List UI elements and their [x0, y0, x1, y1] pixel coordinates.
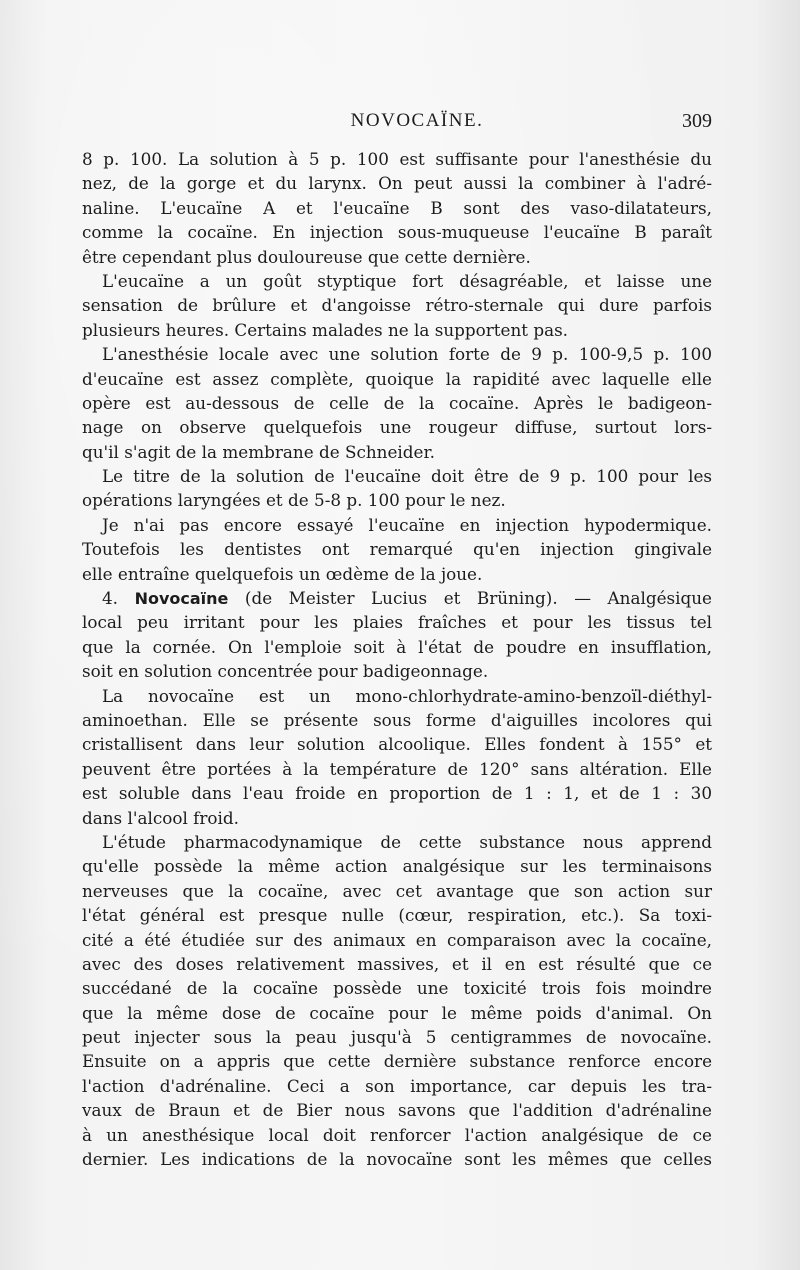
text-line: nerveuses que la cocaïne, avec cet avantage que son action sur: [82, 880, 712, 901]
text-line: comme la cocaïne. En injection sous-muqueuse l'eucaïne B paraît: [82, 222, 712, 243]
text-line: avec des doses relativement massives, et il en est résulté que ce: [82, 953, 712, 974]
running-title: NOVOCAÏNE.: [350, 110, 484, 131]
text-line: L'étude pharmacodynamique de cette substance nous apprend: [102, 831, 712, 852]
text-line: dans l'alcool froid.: [82, 807, 239, 828]
text-line: aminoethan. Elle se présente sous forme d'aiguilles incolores qui: [82, 709, 712, 730]
text-line: être cependant plus douloureuse que cette dernière.: [82, 246, 531, 267]
text-line: à un anesthésique local doit renforcer l'action analgésique de ce: [82, 1124, 712, 1145]
text-line: succédané de la cocaïne possède une toxicité trois fois moindre: [82, 978, 712, 999]
text-line: nage on observe quelquefois une rougeur diffuse, surtout lors-: [82, 417, 712, 438]
text-line: plusieurs heures. Certains malades ne la supportent pas.: [82, 319, 569, 340]
text-line: que la cornée. On l'emploie soit à l'état de poudre en insufflation,: [82, 636, 712, 657]
text-line: 8 p. 100. La solution à 5 p. 100 est suffisante pour l'anesthésie du: [82, 149, 712, 169]
text-line: qu'elle possède la même action analgésique sur les terminaisons: [82, 856, 712, 877]
text-line: l'état général est presque nulle (cœur, respiration, etc.). Sa toxi-: [82, 905, 712, 926]
text-line: est soluble dans l'eau froide en proportion de 1 : 1, et de 1 : 30: [82, 783, 712, 804]
body-text: [82, 147, 712, 1171]
text-line: Je n'ai pas encore essayé l'eucaïne en injection hypodermique.: [102, 514, 712, 535]
text-line: peuvent être portées à la température de 120° sans altération. Elle: [82, 758, 712, 779]
text-line: d'eucaïne est assez complète, quoique la rapidité avec laquelle elle: [82, 368, 712, 389]
text-line: nez, de la gorge et du larynx. On peut aussi la combiner à l'adré-: [82, 173, 712, 194]
section-number: 4.: [102, 588, 135, 609]
text-line: [82, 586, 712, 610]
text-line: local peu irritant pour les plaies fraîches et pour les tissus tel: [82, 612, 712, 633]
text-line: L'anesthésie locale avec une solution forte de 9 p. 100-9,5 p. 100: [102, 344, 712, 365]
text-line: opérations laryngées et de 5-8 p. 100 pour le nez.: [82, 490, 506, 511]
text-line: L'eucaïne a un goût styptique fort désagréable, et laisse une: [102, 270, 712, 291]
section-rest: (de Meister Lucius et Brüning). — Analgésique: [228, 588, 712, 609]
text-line: cristallisent dans leur solution alcoolique. Elles fondent à 155° et: [82, 734, 712, 755]
page-header: [82, 110, 712, 140]
text-line: elle entraîne quelquefois un œdème de la joue.: [82, 563, 483, 584]
text-line: naline. L'eucaïne A et l'eucaïne B sont des vaso-dilatateurs,: [82, 197, 712, 218]
text-line: opère est au-dessous de celle de la cocaïne. Après le badigeon-: [82, 392, 712, 413]
text-line: que la même dose de cocaïne pour le même poids d'animal. On: [82, 1002, 712, 1023]
text-line: sensation de brûlure et d'angoisse rétro-sternale qui dure parfois: [82, 295, 712, 316]
text-line: vaux de Braun et de Bier nous savons que l'addition d'adrénaline: [82, 1100, 712, 1121]
page-number: 309: [682, 110, 712, 132]
text-line: l'action d'adrénaline. Ceci a son importance, car depuis les tra-: [82, 1075, 712, 1096]
text-line: La novocaïne est un mono-chlorhydrate-amino-benzoïl-diéthyl-: [102, 685, 712, 706]
section-term: Novocaïne: [134, 589, 229, 609]
text-line: Ensuite on a appris que cette dernière substance renforce encore: [82, 1051, 712, 1072]
text-line: Le titre de la solution de l'eucaïne doit être de 9 p. 100 pour les: [102, 466, 712, 487]
text-line: qu'il s'agit de la membrane de Schneider.: [82, 441, 435, 462]
text-line: peut injecter sous la peau jusqu'à 5 centigrammes de novocaïne.: [82, 1027, 712, 1048]
text-line: cité a été étudiée sur des animaux en comparaison avec la cocaïne,: [82, 929, 712, 950]
text-line: soit en solution concentrée pour badigeonnage.: [82, 661, 489, 682]
text-line: dernier. Les indications de la novocaïne sont les mêmes que celles: [82, 1149, 712, 1170]
text-line: Toutefois les dentistes ont remarqué qu'en injection gingivale: [82, 539, 712, 560]
